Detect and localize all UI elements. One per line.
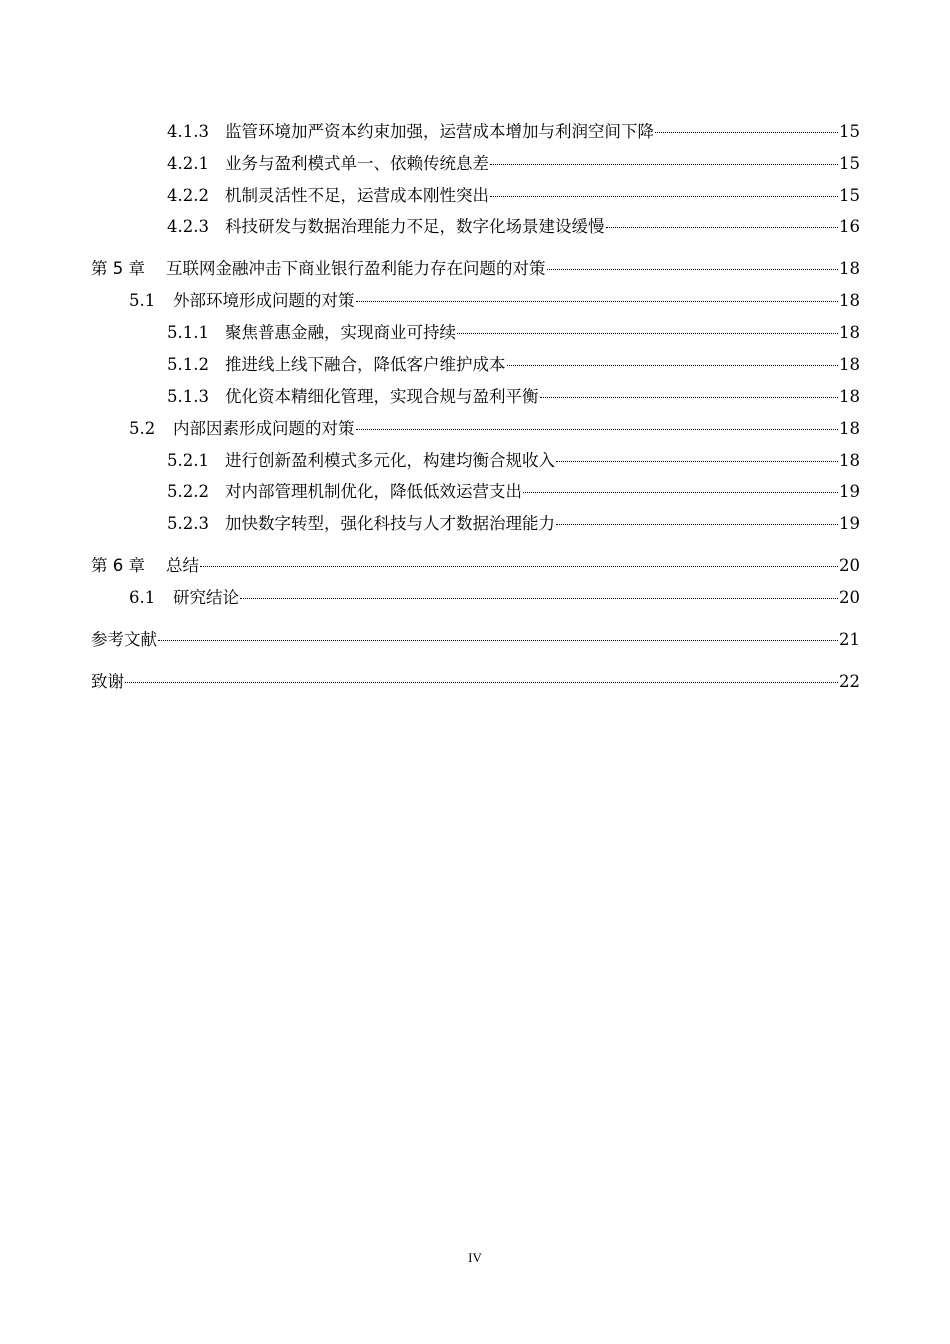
toc-leader-dots [240, 598, 838, 599]
toc-leader-dots [457, 333, 838, 334]
toc-leader-dots [523, 492, 838, 493]
toc-entry-number: 5.1.3 [167, 387, 209, 406]
toc-section-entry[interactable] [129, 418, 860, 440]
toc-entry[interactable] [167, 513, 860, 535]
toc-entry-page: 18 [839, 259, 860, 278]
toc-entry-page: 19 [839, 482, 860, 501]
toc-entry-page: 15 [839, 122, 860, 141]
toc-entry-number: 5.2 [129, 419, 156, 438]
toc-chapter-number: 第 5 章 [91, 259, 145, 278]
toc-entry-page: 15 [839, 154, 860, 173]
toc-entry-title: 聚焦普惠金融，实现商业可持续 [225, 323, 456, 342]
toc-entry-title: 内部因素形成问题的对策 [173, 419, 355, 438]
toc-section-entry[interactable] [129, 587, 860, 609]
toc-leader-dots [655, 132, 838, 133]
toc-entry-page: 20 [839, 556, 860, 575]
page-footer-number: IV [468, 1250, 482, 1265]
toc-leader-dots [125, 682, 838, 683]
toc-entry-page: 18 [839, 323, 860, 342]
toc-entry-number: 5.1.1 [167, 323, 209, 342]
toc-chapter-title: 互联网金融冲击下商业银行盈利能力存在问题的对策 [166, 259, 546, 278]
toc-entry-number: 5.1 [129, 291, 156, 310]
toc-leader-dots [556, 461, 838, 462]
toc-entry-page: 19 [839, 514, 860, 533]
toc-leader-dots [490, 196, 838, 197]
toc-entry-title: 研究结论 [173, 588, 239, 607]
toc-entry-page: 22 [839, 672, 860, 691]
toc-entry-page: 18 [839, 355, 860, 374]
toc-entry[interactable] [167, 322, 860, 344]
toc-entry-title: 推进线上线下融合，降低客户维护成本 [225, 355, 506, 374]
toc-chapter-entry[interactable] [91, 555, 860, 577]
toc-leader-dots [547, 269, 839, 270]
toc-chapter-number: 第 6 章 [91, 556, 145, 575]
toc-entry[interactable] [167, 121, 860, 143]
toc-entry-number: 5.2.1 [167, 451, 209, 470]
toc-entry-number: 4.1.3 [167, 122, 209, 141]
toc-entry-title: 加快数字转型，强化科技与人才数据治理能力 [225, 514, 555, 533]
toc-entry-title: 对内部管理机制优化，降低低效运营支出 [225, 482, 522, 501]
toc-entry-page: 18 [839, 291, 860, 310]
toc-leader-dots [158, 640, 838, 641]
toc-entry-page: 20 [839, 588, 860, 607]
toc-entry-page: 18 [839, 419, 860, 438]
toc-entry-page: 18 [839, 451, 860, 470]
toc-entry[interactable] [167, 216, 860, 238]
toc-leader-dots [200, 566, 838, 567]
toc-leader-dots [606, 227, 839, 228]
toc-entry-title: 业务与盈利模式单一、依赖传统息差 [225, 154, 489, 173]
toc-chapter-title: 致谢 [91, 672, 124, 691]
toc-entry[interactable] [167, 386, 860, 408]
toc-entry-number: 6.1 [129, 588, 156, 607]
toc-entry-title: 机制灵活性不足，运营成本刚性突出 [225, 186, 489, 205]
toc-leader-dots [507, 365, 839, 366]
toc-leader-dots [356, 429, 839, 430]
toc-entry-title: 监管环境加严资本约束加强，运营成本增加与利润空间下降 [225, 122, 654, 141]
toc-entry-title: 优化资本精细化管理，实现合规与盈利平衡 [225, 387, 539, 406]
toc-entry-page: 16 [839, 217, 860, 236]
toc-entry-page: 15 [839, 186, 860, 205]
toc-chapter-entry[interactable] [91, 258, 860, 280]
toc-section-entry[interactable] [129, 290, 860, 312]
toc-entry-page: 18 [839, 387, 860, 406]
toc-acknowledgements-entry[interactable] [91, 671, 860, 693]
toc-entry[interactable] [167, 354, 860, 376]
toc-entry-number: 5.1.2 [167, 355, 209, 374]
toc-entry-title: 科技研发与数据治理能力不足，数字化场景建设缓慢 [225, 217, 605, 236]
toc-entry-number: 4.2.2 [167, 186, 209, 205]
toc-entry-number: 4.2.1 [167, 154, 209, 173]
toc-chapter-title: 参考文献 [91, 630, 157, 649]
toc-leader-dots [540, 397, 839, 398]
toc-entry-title: 进行创新盈利模式多元化，构建均衡合规收入 [225, 451, 555, 470]
toc-chapter-title: 总结 [166, 556, 199, 575]
toc-entry-title: 外部环境形成问题的对策 [173, 291, 355, 310]
toc-entry[interactable] [167, 450, 860, 472]
toc-entry[interactable] [167, 153, 860, 175]
toc-entry-page: 21 [839, 630, 860, 649]
toc-entry-number: 5.2.2 [167, 482, 209, 501]
toc-leader-dots [490, 164, 838, 165]
toc-entry-number: 5.2.3 [167, 514, 209, 533]
toc-leader-dots [356, 301, 839, 302]
toc-entry[interactable] [167, 481, 860, 503]
toc-entry[interactable] [167, 185, 860, 207]
toc-references-entry[interactable] [91, 629, 860, 651]
toc-entry-number: 4.2.3 [167, 217, 209, 236]
toc-leader-dots [556, 524, 838, 525]
